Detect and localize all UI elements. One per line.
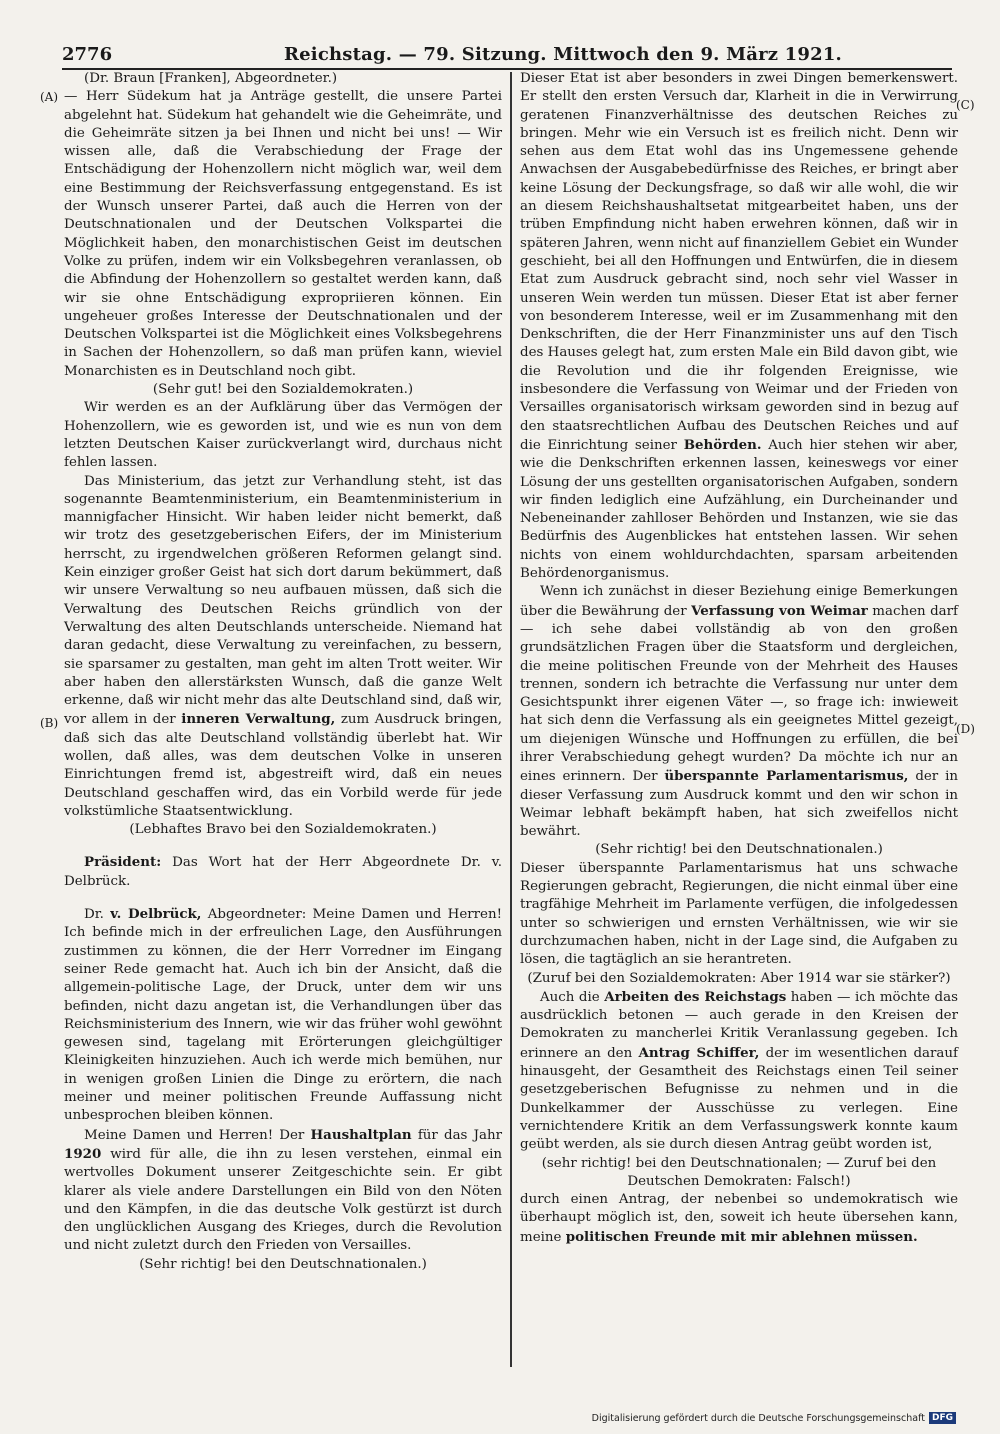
- paragraph: — Herr Südekum hat ja Anträge gestellt, die unsere Partei abgelehnt hat. Südekum hat gehandelt wie die Geheimräte, und die Geheimräte sitzen ja bei Ihnen und nicht bei uns! — Wir wissen alle, daß die Verabschiedung der Frage der Entschädigung der Hohenzollern nicht möglich war, weil dem eine Bestimmung der Reichsverfassung entgegenstand. Es ist der Wunsch unserer Partei, daß auch die Herren von der Deutschnationalen und der Deutschen Volkspartei die Möglichkeit haben, den monarchistischen Geist im deutschen Volke zu prüfen, indem wir ein Volksbegehren veranlassen, ob die Abfindung der Hohenzollern so gestaltet werden kann, daß wir sie ohne Entschädigung expropriieren können. Ein ungeheuer großes Interesse der Deutschnationalen und der Deutschen Volkspartei ist die Möglichkeit eines Volksbegehrens in Sachen der Hohenzollern, so daß man prüfen kann, wieviel Monarchisten es in Deutschland noch gibt.: [64, 89, 502, 379]
- emphasis: politischen Freunde mit mir ablehnen müssen.: [565, 1228, 918, 1245]
- interjection: (Sehr gut! bei den Sozialdemokraten.): [152, 382, 414, 398]
- text-run: Dieser Etat ist aber besonders in zwei Dingen bemerkenswert. Er stellt den ersten Versuch dar, Klarheit in die in Verwirrung geratenen Finanzverhältnisse des deutschen Reiches zu bringen. Mehr wie ein Versuch ist es freilich nicht. Denn wir sehen aus dem Etat wohl das ins Ungemessene gehende Anwachsen der Ausgabebedürfnisse des Reiches, er bringt aber keine Lösung der Deckungsfrage, so daß wir alle wohl, die wir an diesem Reichshaushaltsetat mitgearbeitet haben, uns der trüben Empfindung nicht haben erwehren können, daß wir in späteren Jahren, wenn nicht auf finanziellem Gebiet ein Wunder geschieht, bei all den Hoffnungen und Entwürfen, die in diesem Etat zum Ausdruck gebracht sind, noch sehr viel Wasser in unseren Wein werden tun müssen. Dieser Etat ist aber ferner von besonderem Interesse, weil er im Zusammenhang mit den Denkschriften, die der Herr Finanzminister uns auf den Tisch des Hauses gelegt hat, zum ersten Male ein Bild davon gibt, wie die Revolution und die ihr folgenden Ereignisse, wie insbesondere die Verfassung von Weimar und der Frieden von Versailles organisatorisch wirksam geworden sind in bezug auf den staatsrechtlichen Aufbau des Deutschen Reiches und auf die Einrichtung seiner: [520, 71, 958, 453]
- emphasis: 1920: [64, 1145, 102, 1162]
- paragraph: [520, 583, 958, 841]
- emphasis: inneren Verwaltung,: [181, 711, 336, 728]
- paragraph: Wir werden es an der Aufklärung über das Vermögen der Hohenzollern, wie es geworden ist, und wie es nun von dem letzten Deutschen Kaiser zurückverlangt wird, durchaus nicht fehlen lassen.: [64, 400, 502, 471]
- speech-opening: [64, 905, 502, 1126]
- text-run: der in dieser Verfassung zum Ausdruck kommt und den wir schon in Weimar lebhaft bekämpft haben, hat sich zweifellos nicht bewährt.: [520, 769, 959, 840]
- page-header: [62, 44, 952, 68]
- text-run: Auch hier stehen wir aber, wie die Denkschriften erkennen lassen, keineswegs vor einer Lösung der uns gestellten organisatorischen Aufgaben, sondern wir finden lediglich eine Aufzählung, ein Durcheinander und Nebeneinander zahlloser Behörden und Instanzen, wie sie das Bedürfnis des Augenblickes hat entstehen lassen. Wir sehen nichts von einem wohldurchdachten, sparsam arbeitenden Behördenorganismus.: [520, 437, 958, 582]
- text-run: haben — ich möchte das ausdrücklich betonen — auch gerade in den Kreisen der Demokraten zu mancherlei Kritik Veranlassung gegeben. Ich erinnere an den: [520, 989, 958, 1061]
- emphasis: Haushaltplan: [310, 1126, 412, 1143]
- paragraph: Dieser überspannte Parlamentarismus hat uns schwache Regierungen gebracht, Regierungen, die nicht einmal über eine tragfähige Mehrheit im Parlamente verfügen, die infolgedessen unter so schwierigen und ernsten Verhältnissen, wie wir sie durchzumachen haben, nicht in der Lage sind, die Aufgaben zu lösen, die tagtäglich an sie herantreten.: [520, 860, 958, 968]
- interjection: (Sehr richtig! bei den Deutschnationalen.): [595, 842, 883, 858]
- text-run: Das Wort hat der Herr Abgeordnete Dr. v. Delbrück.: [64, 855, 502, 889]
- speaker-reference: (Dr. Braun [Franken], Abgeordneter.): [84, 71, 338, 86]
- emphasis: Verfassung von Weimar: [691, 602, 868, 619]
- speaker-name: v. Delbrück,: [110, 906, 202, 923]
- interjection: (sehr richtig! bei den Deutschnationalen; — Zuruf bei den Deutschen Demokraten: Falsch!): [541, 1155, 937, 1189]
- margin-mark-d: (D): [956, 722, 975, 736]
- interjection: (Sehr richtig! bei den Deutschnationalen.): [139, 1256, 427, 1272]
- text-run: für das Jahr: [417, 1127, 502, 1143]
- text-run: Auch die: [540, 989, 600, 1005]
- text-run: Dr.: [84, 907, 104, 923]
- running-title: Reichstag. — 79. Sitzung. Mittwoch den 9. März 1921.: [284, 44, 843, 65]
- text-run: zum Ausdruck bringen, daß sich das alte Deutschland vollständig überlebt hat. Wir wollen, daß alles, was dem deutschen Volke in unseren Einrichtungen fremd ist, abgestreift wird, daß ein neues Deutschland geschaffen wird, das ein Vorbild werde für jede volkstümliche Staatsentwicklung.: [64, 712, 502, 819]
- paragraph: [520, 988, 958, 1155]
- text-run: wird für alle, die ihn zu lesen verstehen, einmal ein wertvolles Dokument unserer Zeitgeschichte sein. Er gibt klarer als viele andere Darstellungen ein Bild von den Nöten und den Kämpfen, in die das deutsche Volk gestürzt ist durch den unglücklichen Ausgang des Krieges, durch die Revolution und nicht zuletzt durch den Frieden von Versailles.: [64, 1146, 502, 1254]
- paragraph: [520, 70, 958, 583]
- digitization-credit: [592, 1412, 956, 1424]
- emphasis: überspannte Parlamentarismus,: [664, 768, 909, 785]
- text-run: durch einen Antrag, der nebenbei so undemokratisch wie überhaupt möglich ist, den, soweit ich heute übersehen kann, meine: [520, 1192, 958, 1245]
- dfg-logo: DFG: [929, 1412, 956, 1424]
- emphasis: Antrag Schiffer,: [638, 1044, 760, 1061]
- text-run: Wenn ich zunächst in dieser Beziehung einige Bemerkungen über die Bewährung der: [520, 584, 958, 619]
- page-number: 2776: [62, 44, 113, 65]
- text-run: Das Ministerium, das jetzt zur Verhandlung steht, ist das sogenannte Beamtenministerium, ein Beamtenministerium in mannigfacher Hinsicht. Wir haben leider nicht bemerkt, daß wir trotz des gesetzgeberischen Eifers, der im Ministerium herrscht, zu irgendwelchen größeren Reformen gelangt sind. Kein einziger großer Geist hat sich dort darum bekümmert, daß wir unsere Verwaltung so neu aufbauen müssen, daß sich die Verwaltung des Deutschen Reichs gründlich von der Verwaltung des alten Deutschlands unterscheide. Niemand hat daran gedacht, diese Verwaltung zu vereinfachen, zu bessern, sie sparsamer zu gestalten, man geht im alten Trott weiter. Wir aber haben den allerstärksten Wunsch, daß die ganze Welt erkenne, daß wir nicht mehr das alte Deutschland sind, daß wir, vor allem in der: [64, 473, 502, 728]
- text-run: Meine Damen und Herren! Der: [84, 1127, 305, 1143]
- text-run: machen darf — ich sehe dabei vollständig ab von den großen grundsätzlichen Fragen über die Staatsform und dergleichen, die meine politischen Freunde von der Mehrheit des Hauses trennen, sondern ich betrachte die Verfassung nur unter dem Gesichtspunkt ihrer eigenen Väter —, so frage ich: inwieweit hat sich denn die Verfassung als ein geeignetes Mittel gezeigt, um diejenigen Wünsche und Hoffnungen zu erfüllen, die bei ihrer Verabschiedung gehegt wurden? Da möchte ich nur an eines erinnern. Der: [520, 603, 959, 785]
- paragraph: [64, 473, 502, 822]
- credit-text: Digitalisierung gefördert durch die Deutsche Forschungsgemeinschaft: [591, 1412, 925, 1424]
- paragraph: [520, 1191, 958, 1247]
- interjection: (Lebhaftes Bravo bei den Sozialdemokraten.): [129, 822, 437, 838]
- right-column: [520, 70, 958, 1247]
- margin-mark-c: (C): [956, 98, 975, 112]
- paragraph: [64, 1126, 502, 1256]
- left-column: [64, 70, 502, 1274]
- margin-mark-b: (B): [40, 716, 59, 730]
- speaker-label: Präsident:: [84, 854, 162, 871]
- text-run: Abgeordneter: Meine Damen und Herren! Ich befinde mich in der erfreulichen Lage, den Ausführungen zustimmen zu können, die der Herr Vorredner im Eingang seiner Rede gemacht hat. Auch ich bin der Ansicht, daß die allgemein-politische Lage, der Druck, unter dem wir uns befinden, nicht dazu angetan ist, die Verhandlungen über das Reichsministerium des Innern, wie wir das früher wohl gewöhnt gewesen sind, tagelang mit Erörterungen gleichgültiger Kleinigkeiten hinzuziehen. Auch ich werde mich bemühen, nur in wenigen großen Linien die Dinge zu erörtern, die nach meiner und meiner politischen Freunde Auffassung nicht unbesprochen bleiben können.: [64, 907, 502, 1124]
- emphasis: Arbeiten des Reichstags: [604, 988, 787, 1005]
- emphasis: Behörden.: [683, 436, 762, 453]
- president-statement: [64, 853, 502, 891]
- column-divider: [510, 72, 512, 1367]
- margin-mark-a: (A): [40, 90, 59, 104]
- interjection: (Zuruf bei den Sozialdemokraten: Aber 1914 war sie stärker?): [527, 970, 951, 986]
- text-run: der im wesentlichen darauf hinausgeht, der Gesamtheit des Reichstags einen Teil seiner gesetzgeberischen Befugnisse zu nehmen und in die Dunkelkammer der Ausschüsse zu verlegen. Eine vernichtendere Kritik an dem Verfassungswerk konnte kaum geübt werden, als sie durch diesen Antrag geübt worden ist,: [520, 1045, 959, 1153]
